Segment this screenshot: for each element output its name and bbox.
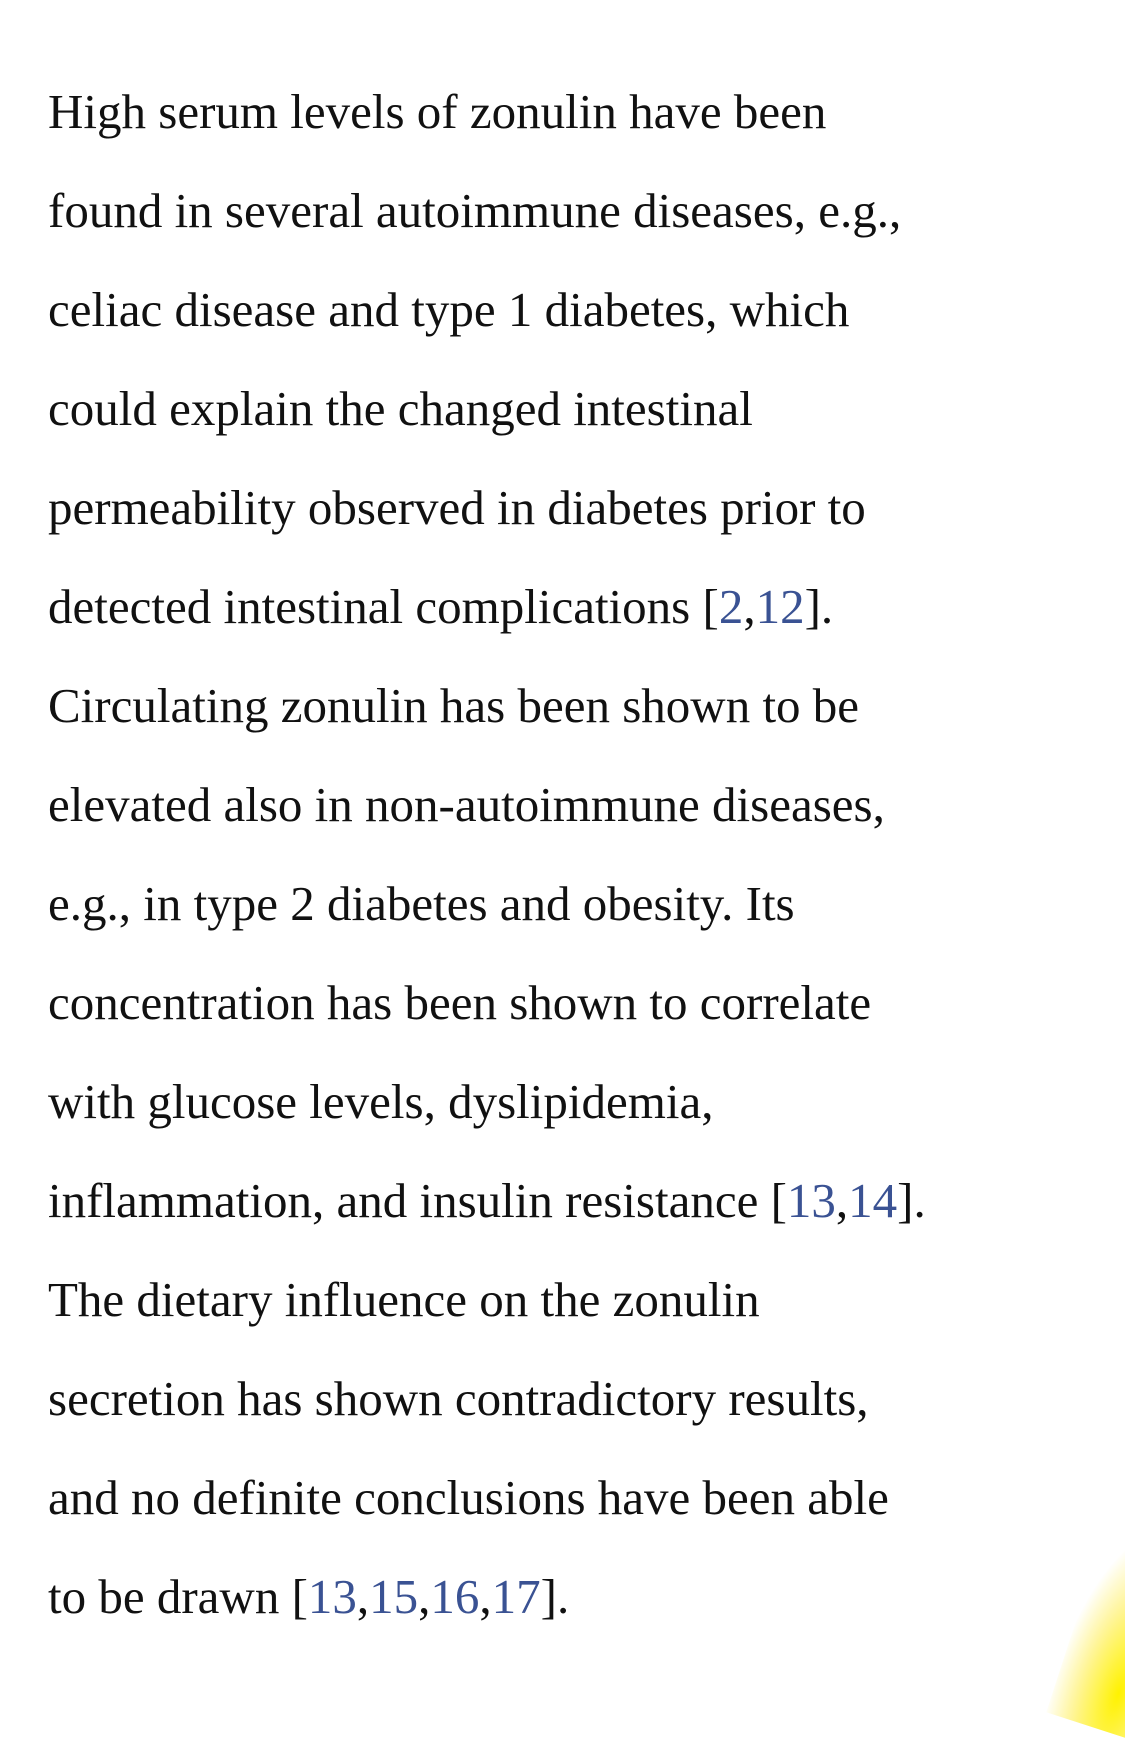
- text-fragment: ].: [540, 1569, 570, 1624]
- text-line: Circulating zonulin has been shown to be: [48, 678, 860, 733]
- text-line: secretion has shown contradictory results,: [48, 1371, 869, 1426]
- text-line: elevated also in non-autoimmune diseases,: [48, 777, 885, 832]
- text-line: with glucose levels, dyslipidemia,: [48, 1074, 714, 1129]
- text-line: celiac disease and type 1 diabetes, which: [48, 282, 850, 337]
- text-fragment: detected intestinal complications [: [48, 579, 719, 634]
- citation-link-12[interactable]: 12: [755, 579, 805, 634]
- text-line: to be drawn [13,15,16,17].: [48, 1569, 570, 1624]
- text-line: permeability observed in diabetes prior to: [48, 480, 866, 535]
- citation-link-16[interactable]: 16: [430, 1569, 480, 1624]
- text-line: found in several autoimmune diseases, e.g.,: [48, 183, 902, 238]
- text-fragment: inflammation, and insulin resistance [: [48, 1173, 787, 1228]
- citation-link-13[interactable]: 13: [307, 1569, 357, 1624]
- citation-link-13[interactable]: 13: [786, 1173, 836, 1228]
- text-line: The dietary influence on the zonulin: [48, 1272, 760, 1327]
- citation-link-17[interactable]: 17: [491, 1569, 541, 1624]
- citation-link-15[interactable]: 15: [369, 1569, 419, 1624]
- text-fragment: to be drawn [: [48, 1569, 308, 1624]
- body-paragraph: [48, 62, 1088, 1646]
- citation-link-2[interactable]: 2: [718, 579, 744, 634]
- citation-link-14[interactable]: 14: [848, 1173, 898, 1228]
- text-fragment: ].: [804, 579, 834, 634]
- text-line: inflammation, and insulin resistance [13,14].: [48, 1173, 926, 1228]
- text-line: concentration has been shown to correlate: [48, 975, 872, 1030]
- text-fragment: ].: [897, 1173, 926, 1228]
- article-body: [48, 62, 1088, 1646]
- text-line: e.g., in type 2 diabetes and obesity. Its: [48, 876, 795, 931]
- text-line: High serum levels of zonulin have been: [48, 84, 827, 139]
- text-line: could explain the changed intestinal: [48, 381, 753, 436]
- text-line: and no definite conclusions have been able: [48, 1470, 889, 1525]
- text-line: detected intestinal complications [2,12].: [48, 579, 834, 634]
